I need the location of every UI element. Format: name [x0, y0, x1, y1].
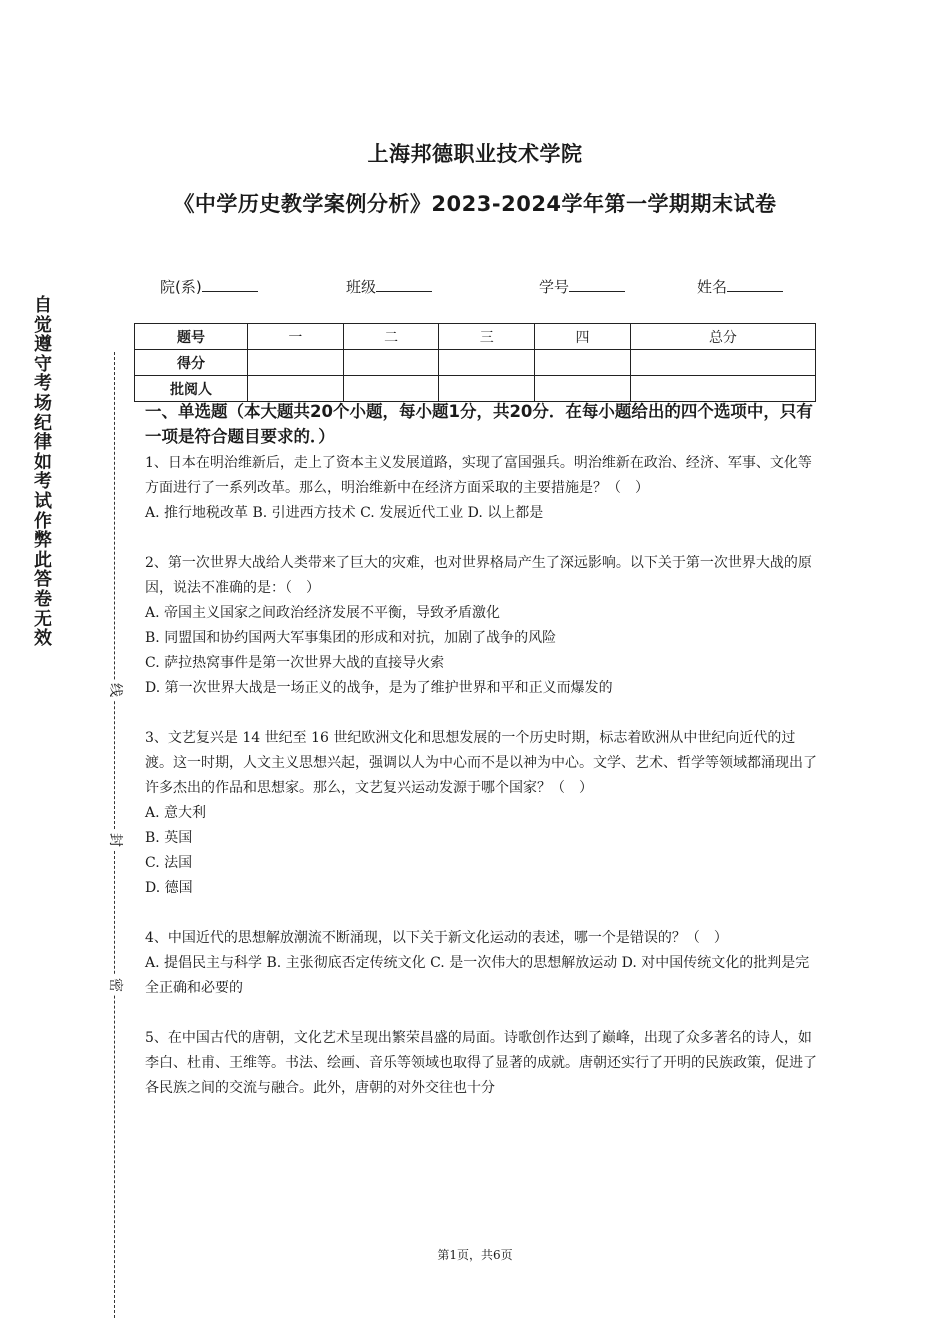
- exam-title: 《中学历史教学案例分析》2023-2024学年第一学期期末试卷: [173, 192, 777, 216]
- row-label-question-no: 题号: [135, 324, 248, 350]
- grader-cell[interactable]: [535, 376, 631, 402]
- seal-mark-seal: 封: [104, 830, 126, 850]
- score-cell[interactable]: [248, 350, 344, 376]
- score-table: [134, 323, 816, 402]
- option-d: D. 第一次世界大战是一场正义的战争，是为了维护世界和平和正义而爆发的: [145, 680, 613, 696]
- grader-cell[interactable]: [248, 376, 344, 402]
- student-id-field[interactable]: [539, 276, 625, 297]
- dept-field[interactable]: [160, 276, 258, 297]
- score-cell[interactable]: [439, 350, 535, 376]
- option-a: A. 意大利: [145, 805, 207, 821]
- school-name: 上海邦德职业技术学院: [367, 142, 583, 166]
- col-header: 三: [439, 324, 535, 350]
- score-cell[interactable]: [535, 350, 631, 376]
- option-b: B. 英国: [145, 830, 193, 846]
- option-c: C. 法国: [145, 855, 193, 871]
- seal-mark-secret: 密: [104, 975, 126, 995]
- question-1: [145, 451, 817, 526]
- dept-label: 院(系): [160, 278, 202, 296]
- table-row: [135, 376, 816, 402]
- table-row: [135, 350, 816, 376]
- option-b: B. 同盟国和协约国两大军事集团的形成和对抗，加剧了战争的风险: [145, 630, 557, 646]
- row-label-grader: 批阅人: [135, 376, 248, 402]
- exam-discipline-warning: 自觉遵守考场纪律如考试作弊此答卷无效: [34, 295, 52, 650]
- question-4: [145, 926, 817, 1001]
- class-label: 班级: [346, 278, 377, 296]
- option-d: D. 德国: [145, 880, 193, 896]
- grader-cell[interactable]: [630, 376, 815, 402]
- score-cell[interactable]: [343, 350, 439, 376]
- name-field[interactable]: [697, 276, 783, 297]
- col-header: 一: [248, 324, 344, 350]
- class-field[interactable]: [346, 276, 432, 297]
- option-c: C. 萨拉热窝事件是第一次世界大战的直接导火索: [145, 655, 445, 671]
- table-row: [135, 324, 816, 350]
- question-options: A. 提倡民主与科学 B. 主张彻底否定传统文化 C. 是一次伟大的思想解放运动 D. 对中国传统文化的批判是完全正确和必要的: [145, 955, 810, 996]
- question-stem: 2、第一次世界大战给人类带来了巨大的灾难，也对世界格局产生了深远影响。以下关于第一次世界大战的原因，说法不准确的是：（ ）: [145, 555, 812, 596]
- question-stem: 5、在中国古代的唐朝，文化艺术呈现出繁荣昌盛的局面。诗歌创作达到了巅峰，出现了众多著名的诗人，如李白、杜甫、王维等。书法、绘画、音乐等领域也取得了显著的成就。唐朝还实行了开明的民族政策，促进了各民族之间的交流与融合。此外，唐朝的对外交往也十分: [145, 1030, 817, 1096]
- question-stem: 3、文艺复兴是 14 世纪至 16 世纪欧洲文化和思想发展的一个历史时期，标志着欧洲从中世纪向近代的过渡。这一时期，人文主义思想兴起，强调以人为中心而不是以神为中心。文学、艺术、哲学等领域都涌现出了许多杰出的作品和思想家。那么，文艺复兴运动发源于哪个国家？（ ）: [145, 730, 817, 796]
- row-label-score: 得分: [135, 350, 248, 376]
- page-number: 第1页，共6页: [437, 1248, 513, 1262]
- question-2: [145, 551, 817, 701]
- score-cell[interactable]: [630, 350, 815, 376]
- question-3: [145, 726, 817, 901]
- exam-content: [145, 399, 817, 1101]
- grader-cell[interactable]: [439, 376, 535, 402]
- col-header: 四: [535, 324, 631, 350]
- question-5: [145, 1026, 817, 1101]
- grader-cell[interactable]: [343, 376, 439, 402]
- question-stem: 1、日本在明治维新后，走上了资本主义发展道路，实现了富国强兵。明治维新在政治、经济、军事、文化等方面进行了一系列改革。那么，明治维新中在经济方面采取的主要措施是？（ ）: [145, 455, 812, 496]
- question-stem: 4、中国近代的思想解放潮流不断涌现，以下关于新文化运动的表述，哪一个是错误的？（ ）: [145, 930, 728, 946]
- question-options: A. 推行地税改革 B. 引进西方技术 C. 发展近代工业 D. 以上都是: [145, 505, 544, 521]
- name-label: 姓名: [697, 278, 728, 296]
- col-header: 二: [343, 324, 439, 350]
- section-heading: 一、单选题（本大题共20个小题，每小题1分，共20分．在每小题给出的四个选项中，只有一项是符合题目要求的．）: [145, 402, 813, 446]
- seal-mark-line: 线: [104, 680, 126, 700]
- option-a: A. 帝国主义国家之间政治经济发展不平衡，导致矛盾激化: [145, 605, 501, 621]
- col-header: 总分: [630, 324, 815, 350]
- student-id-label: 学号: [539, 278, 570, 296]
